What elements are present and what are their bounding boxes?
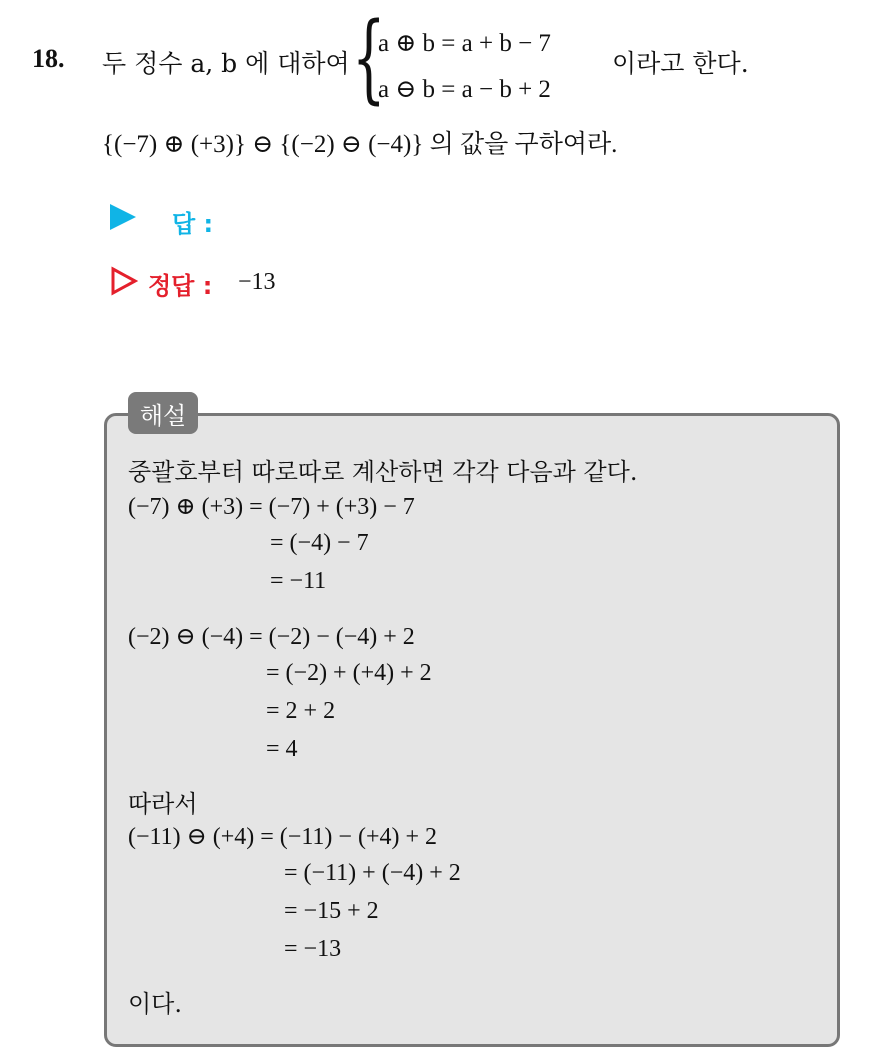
answer-label: 답 :: [172, 210, 214, 238]
question-suffix: 이라고 한다.: [612, 49, 749, 78]
solution-line: (−7) ⊕ (+3) = (−7) + (+3) − 7: [128, 494, 415, 520]
solution-line: = 2 + 2: [266, 698, 336, 724]
question-intro: 두 정수 a, b 에 대하여: [102, 49, 350, 78]
left-brace: {: [352, 2, 386, 114]
solution-line: = (−11) + (−4) + 2: [284, 860, 461, 886]
solution-line: = −15 + 2: [284, 898, 379, 924]
question-number: 18.: [32, 44, 65, 73]
definition-ominus: a ⊖ b = a − b + 2: [378, 76, 551, 103]
solution-tag: 해설: [128, 392, 198, 434]
correct-answer-label: 정답 :: [148, 272, 213, 300]
solution-line: = 4: [266, 736, 298, 762]
solution-line: = (−4) − 7: [270, 530, 369, 556]
definition-oplus: a ⊕ b = a + b − 7: [378, 30, 551, 57]
solution-line: = −13: [284, 936, 342, 962]
correct-answer-value: −13: [238, 269, 276, 295]
solution-line: 따라서: [128, 790, 198, 818]
solution-line: (−11) ⊖ (+4) = (−11) − (+4) + 2: [128, 824, 438, 850]
correct-arrow-icon: [110, 266, 138, 296]
solution-line: 이다.: [128, 990, 182, 1018]
solution-line: (−2) ⊖ (−4) = (−2) − (−4) + 2: [128, 624, 415, 650]
answer-arrow-icon: [110, 204, 136, 230]
solution-line: = (−2) + (+4) + 2: [266, 660, 432, 686]
question-expression: {(−7) ⊕ (+3)} ⊖ {(−2) ⊖ (−4)} 의 값을 구하여라.: [102, 131, 618, 158]
solution-line: = −11: [270, 568, 327, 594]
solution-line: 중괄호부터 따로따로 계산하면 각각 다음과 같다.: [128, 458, 638, 486]
